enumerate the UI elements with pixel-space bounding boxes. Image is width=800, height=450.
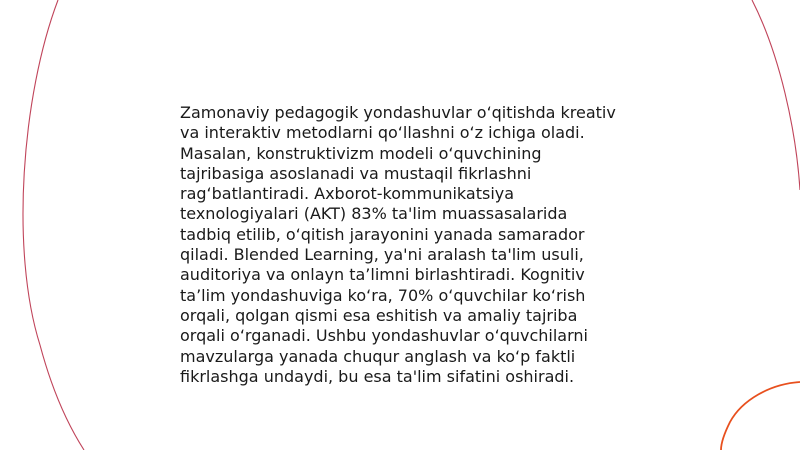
slide-body-text — [180, 103, 630, 387]
text-line: ta’lim yondashuviga ko‘ra, 70% o‘quvchilar ko‘rish — [180, 285, 586, 305]
text-line: fikrlashga undaydi, bu esa ta'lim sifatini oshiradi. — [180, 366, 575, 386]
text-line: va interaktiv metodlarni qo‘llashni o‘z ichiga oladi. — [180, 123, 585, 143]
text-line: orqali o‘rganadi. Ushbu yondashuvlar o‘quvchilarni — [180, 326, 588, 346]
text-line: Zamonaviy pedagogik yondashuvlar o‘qitishda kreativ — [180, 103, 616, 122]
text-line: tajribasiga asoslanadi va mustaqil fikrlashni — [180, 163, 532, 183]
text-line: mavzularga yanada chuqur anglash va ko‘p faktli — [180, 346, 576, 366]
text-line: orqali, qolgan qismi esa eshitish va amaliy tajriba — [180, 305, 578, 325]
text-line: qiladi. Blended Learning, ya'ni aralash ta'lim usuli, — [180, 245, 584, 265]
text-line: tadbiq etilib, o‘qitish jarayonini yanada samarador — [180, 224, 585, 244]
left-arc-decoration — [23, 0, 84, 450]
text-line: auditoriya va onlayn ta’limni birlashtiradi. Kognitiv — [180, 265, 585, 285]
bottom-right-arc-decoration — [721, 382, 800, 450]
right-arc-decoration — [752, 0, 800, 190]
text-line: Masalan, konstruktivizm modeli o‘quvchining — [180, 143, 542, 163]
text-line: texnologiyalari (AKT) 83% ta'lim muassasalarida — [180, 204, 568, 224]
text-line: rag‘batlantiradi. Axborot-kommunikatsiya — [180, 184, 515, 204]
